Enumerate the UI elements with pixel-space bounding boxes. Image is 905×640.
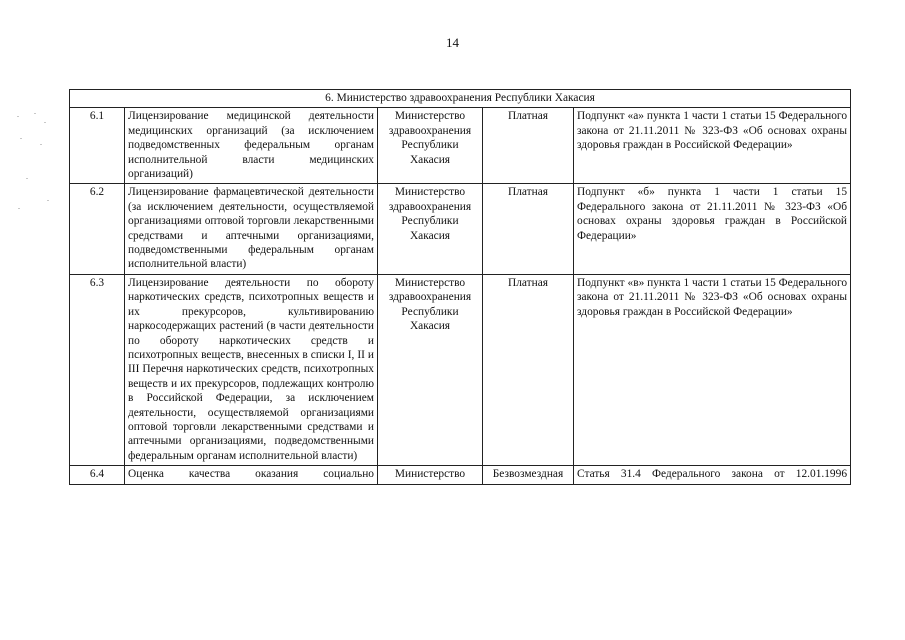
row-number: 6.4	[70, 466, 125, 484]
table-row	[70, 466, 851, 484]
legal-basis: Подпункт «б» пункта 1 части 1 статьи 15 Федерального закона от 21.11.2011 № 323-ФЗ «Об основах охраны здоровья граждан в Российской Федерации»	[574, 184, 851, 274]
service-name: Оценка качества оказания социально	[125, 466, 378, 484]
fee-type: Платная	[483, 184, 574, 274]
section-title: 6. Министерство здравоохранения Республики Хакасия	[70, 90, 851, 108]
table-row	[70, 274, 851, 465]
authority: Министерство здравоохранения Республики Хакасия	[378, 184, 483, 274]
service-name: Лицензирование фармацевтической деятельности (за исключением деятельности, осуществляемой организациями оптовой торговли лекарственными средствами и аптечными организациями, подведомственными федеральным органам исполнительной власти)	[125, 184, 378, 274]
legal-basis: Статья 31.4 Федерального закона от 12.01.1996	[574, 466, 851, 484]
page-number: 14	[446, 35, 459, 50]
legal-basis: Подпункт «а» пункта 1 части 1 статьи 15 Федерального закона от 21.11.2011 № 323-ФЗ «Об основах охраны здоровья граждан в Российской Федерации»	[574, 108, 851, 184]
services-table	[69, 89, 851, 485]
fee-type: Безвозмездная	[483, 466, 574, 484]
scan-noise	[14, 108, 54, 228]
row-number: 6.1	[70, 108, 125, 184]
legal-basis: Подпункт «в» пункта 1 части 1 статьи 15 Федерального закона от 21.11.2011 № 323-ФЗ «Об основах охраны здоровья граждан в Российской Федерации»	[574, 274, 851, 465]
table-row	[70, 108, 851, 184]
authority: Министерство	[378, 466, 483, 484]
row-number: 6.3	[70, 274, 125, 465]
service-name: Лицензирование деятельности по обороту наркотических средств, психотропных веществ и их прекурсоров, культивированию наркосодержащих растений (в части деятельности по обороту наркотических средств и психотропных веществ, внесенных в списки I, II и III Перечня наркотических средств, психотропных веществ и их прекурсоров, подлежащих контролю в Российской Федерации, за исключением деятельности, осуществляемой организациями оптовой торговли лекарственными средствами и аптечными организациями, подведомственными федеральным органам исполнительной власти)	[125, 274, 378, 465]
authority: Министерство здравоохранения Республики Хакасия	[378, 274, 483, 465]
table-row	[70, 184, 851, 274]
fee-type: Платная	[483, 274, 574, 465]
row-number: 6.2	[70, 184, 125, 274]
section-header-row	[70, 90, 851, 108]
fee-type: Платная	[483, 108, 574, 184]
service-name: Лицензирование медицинской деятельности медицинских организаций (за исключением подведомственных федеральным органам исполнительной власти медицинских организаций)	[125, 108, 378, 184]
authority: Министерство здравоохранения Республики Хакасия	[378, 108, 483, 184]
